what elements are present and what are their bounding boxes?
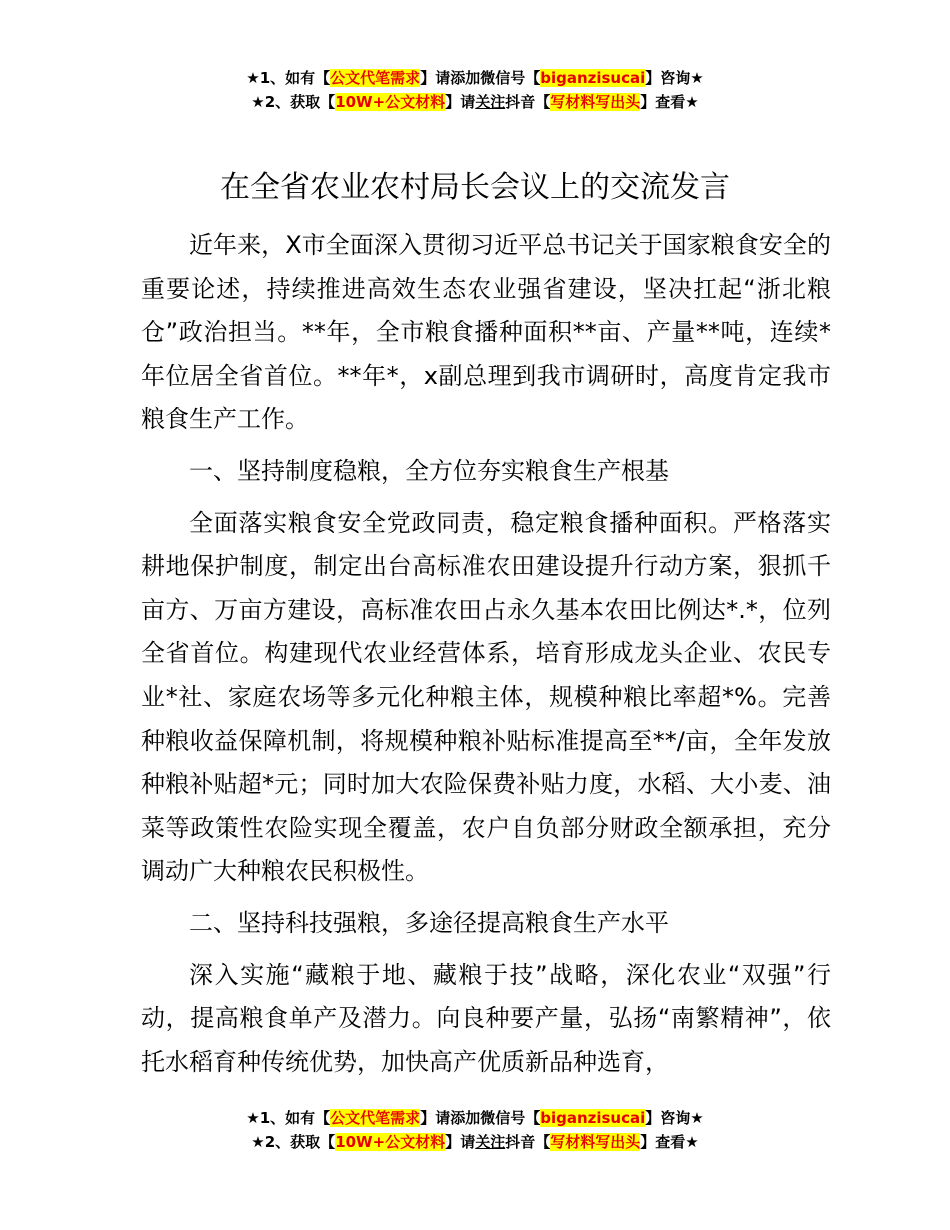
highlight-wechat-id: biganzisucai <box>540 1109 646 1127</box>
body-paragraph-1: 全面落实粮食安全党政同责，稳定粮食播种面积。严格落实耕地保护制度，制定出台高标准农田建设提升行动方案，狠抓千亩方、万亩方建设，高标准农田占永久基本农田比例达*.*，位列全省首位。构建现代农业经营体系，培育形成龙头企业、农民专业*社、家庭农场等多元化种粮主体，规模种粮比率超*%。完善种粮收益保障机制，将规模种粮补贴标准提高至**/亩，全年发放种粮补贴超*元；同时加大农险保费补贴力度，水稻、大小麦、油菜等政策性农险实现全覆盖，农户自负部分财政全额承担，充分调动广大种粮农民积极性。 <box>141 508 831 886</box>
promo-line-1: ★1、如有【公文代笔需求】请添加微信号【biganzisucai】咨询★ <box>246 1109 704 1127</box>
underlined-follow: 关注 <box>475 93 506 111</box>
section-heading-2: 二、坚持科技强粮，多途径提高粮食生产水平 <box>189 908 669 937</box>
promo-line-2: ★2、获取【10W+公文材料】请关注抖音【写材料写出头】查看★ <box>251 1133 699 1151</box>
highlight-materials: 10W+公文材料 <box>335 93 446 111</box>
highlight-douyin-account: 写材料写出头 <box>550 93 641 111</box>
highlight-materials: 10W+公文材料 <box>335 1133 446 1151</box>
highlight-douyin-account: 写材料写出头 <box>550 1133 641 1151</box>
highlight-ghostwriting: 公文代笔需求 <box>330 1109 421 1127</box>
promo-banner-bottom <box>0 1106 950 1154</box>
document-body <box>141 224 831 1084</box>
intro-paragraph: 近年来，X市全面深入贯彻习近平总书记关于国家粮食安全的重要论述，持续推进高效生态农业强省建设，坚决扛起“浙北粮仓”政治担当。**年，全市粮食播种面积**亩、产量**吨，连续*年位居全省首位。**年*，x副总理到我市调研时，高度肯定我市粮食生产工作。 <box>141 231 831 434</box>
document-title: 在全省农业农村局长会议上的交流发言 <box>220 170 730 205</box>
body-paragraph-2: 深入实施“藏粮于地、藏粮于技”战略，深化农业“双强”行动，提高粮食单产及潜力。向良种要产量，弘扬“南繁精神”，依托水稻育种传统优势，加快高产优质新品种选育， <box>141 960 831 1076</box>
promo-banner-top <box>0 66 950 114</box>
highlight-wechat-id: biganzisucai <box>540 69 646 87</box>
highlight-ghostwriting: 公文代笔需求 <box>330 69 421 87</box>
underlined-follow: 关注 <box>475 1133 506 1151</box>
section-heading-1: 一、坚持制度稳粮，全方位夯实粮食生产根基 <box>189 456 669 485</box>
promo-line-2: ★2、获取【10W+公文材料】请关注抖音【写材料写出头】查看★ <box>251 93 699 111</box>
promo-line-1: ★1、如有【公文代笔需求】请添加微信号【biganzisucai】咨询★ <box>246 69 704 87</box>
